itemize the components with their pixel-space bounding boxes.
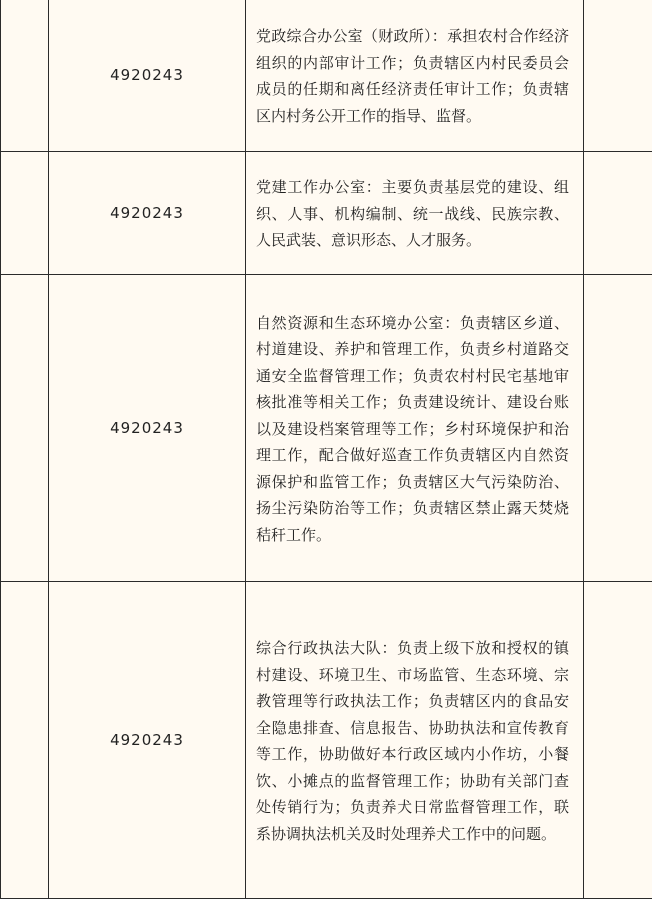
table-row (1, 275, 652, 582)
phone-cell: 4920243 (49, 582, 246, 899)
empty-cell (1, 275, 49, 582)
empty-cell (584, 152, 652, 275)
duty-description-cell: 党建工作办公室：主要负责基层党的建设、组织、人事、机构编制、统一战线、民族宗教、人民武装、意识形态、人才服务。 (246, 152, 584, 275)
empty-cell (584, 582, 652, 899)
empty-cell (1, 0, 49, 152)
empty-cell (584, 0, 652, 152)
duty-description-cell: 自然资源和生态环境办公室：负责辖区乡道、村道建设、养护和管理工作，负责乡村道路交通安全监督管理工作；负责农村村民宅基地审核批准等相关工作；负责建设统计、建设台账以及建设档案管理等工作；乡村环境保护和治理工作，配合做好巡查工作负责辖区内自然资源保护和监管工作；负责辖区大气污染防治、扬尘污染防治等工作；负责辖区禁止露天焚烧秸秆工作。 (246, 275, 584, 582)
table-row (1, 0, 652, 152)
duty-description-cell: 党政综合办公室（财政所）：承担农村合作经济组织的内部审计工作；负责辖区内村民委员会成员的任期和离任经济责任审计工作；负责辖区内村务公开工作的指导、监督。 (246, 0, 584, 152)
table-row (1, 582, 652, 899)
duty-description-cell: 综合行政执法大队：负责上级下放和授权的镇村建设、环境卫生、市场监管、生态环境、宗教管理等行政执法工作；负责辖区内的食品安全隐患排查、信息报告、协助执法和宣传教育等工作，协助做好本行政区域内小作坊，小餐饮、小摊点的监督管理工作；协助有关部门查处传销行为；负责养犬日常监督管理工作，联系协调执法机关及时处理养犬工作中的问题。 (246, 582, 584, 899)
phone-cell: 4920243 (49, 275, 246, 582)
table-row (1, 152, 652, 275)
empty-cell (584, 275, 652, 582)
phone-cell: 4920243 (49, 0, 246, 152)
empty-cell (1, 152, 49, 275)
phone-cell: 4920243 (49, 152, 246, 275)
empty-cell (1, 582, 49, 899)
